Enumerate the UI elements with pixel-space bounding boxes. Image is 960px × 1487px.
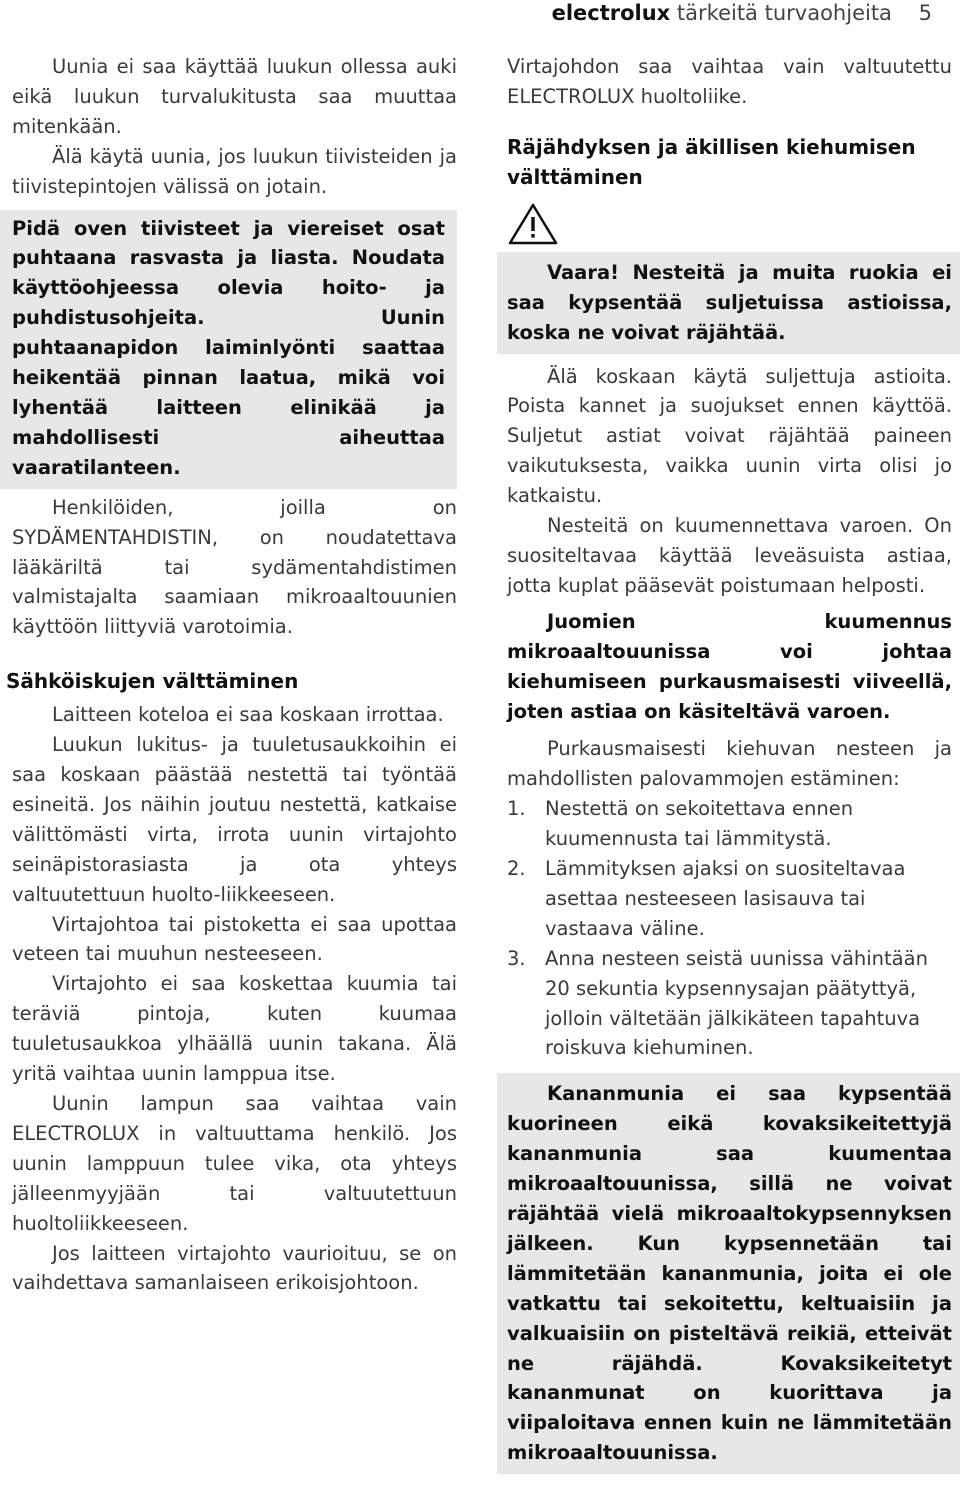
steps-list [507,794,952,1063]
danger-warning-text: Vaara! Nesteitä ja muita ruokia ei saa kypsentää suljetuissa astioissa, koska ne voivat räjähtää. [507,260,952,344]
paragraph: Jos laitteen virtajohto vaurioituu, se on vaihdettava samanlaiseen erikoisjohtoon. [12,1241,457,1295]
section-heading-explosion: Räjähdyksen ja äkillisen kiehumisen välttäminen [507,134,916,189]
warning-triangle-icon [507,202,559,246]
list-item-number: 1. [507,797,526,821]
paragraph: Älä koskaan käytä suljettuja astioita. Poista kannet ja suojukset ennen käyttöä. Suljetut astiat voivat räjähtää paineen vaikutuksesta, vaikka uunin virta olisi jo katkaistu. [507,364,952,508]
paragraph: Laitteen koteloa ei saa koskaan irrottaa. [52,703,444,727]
brand-name: electrolux [551,1,671,25]
paragraph: Henkilöiden, joilla on SYDÄMENTAHDISTIN, on noudatettava lääkäriltä tai sydämentahdistimen valmistajalta saamiaan mikroaaltouunien käyttöön liittyviä varotoimia. [12,495,457,639]
right-column [507,52,952,1474]
paragraph: Älä käytä uunia, jos luukun tiivisteiden ja tiivistepintojen välissä on jotain. [12,144,457,198]
header-subtitle: tärkeitä turvaohjeita [676,1,892,25]
list-item [507,854,952,944]
eggs-warning-text: Kananmunia ei saa kypsentää kuorineen eikä kovaksikeitettyjä kananmunia saa kuumentaa mikroaaltouunissa, sillä ne voivat räjähtää vielä mikroaaltokypsennyksen jälkeen. Kun kypsennetään tai lämmitetään kananmunia, joita ei ole vatkattu tai sekoitettu, keltuaisiin ja valkuaisiin on pisteltävä reikiä, etteivät ne räjähdä. Kovaksikeitetyt kananmunat on kuorittava ja viipaloitava ennen kuin ne lämmitetään mikroaaltouunissa. [507,1082,952,1465]
eggs-warning-box [497,1073,960,1474]
list-item-text: Anna nesteen seistä uunissa vähintään 20 sekuntia kypsennysajan päätyttyä, jolloin vältetään jälkikäteen tapahtuva roiskuva kiehuminen. [545,946,928,1060]
paragraph: Uunia ei saa käyttää luukun ollessa auki eikä luukun turvalukitusta saa muuttaa mitenkään. [12,55,457,138]
paragraph: Uunin lampun saa vaihtaa vain ELECTROLUX in valtuuttama henkilö. Jos uunin lamppuun tulee vika, ota yhteys jälleenmyyjään tai valtuutettuun huoltoliikkeeseen. [12,1092,457,1235]
maintenance-notice-box: Pidä oven tiivisteet ja viereiset osat puhtaana rasvasta ja liasta. Noudata käyttöohjeessa olevia hoito- ja puhdistusohjeita. Uunin puhtaanapidon laiminlyönti saattaa heikentää pinnan laatua, mikä voi lyhentää laitteen elinikää ja mahdollisesti aiheuttaa vaaratilanteen. [0,210,457,489]
paragraph: Nesteitä on kuumennettava varoen. On suositeltavaa käyttää leveäsuista astiaa, jotta kuplat pääsevät poistumaan helposti. [507,514,952,597]
paragraph: Purkausmaisesti kiehuvan nesteen ja mahdollisten palovammojen estäminen: [507,737,952,791]
page-number: 5 [918,1,932,25]
left-column [6,52,457,1298]
paragraph: Virtajohto ei saa koskettaa kuumia tai teräviä pintoja, kuten kuumaa tuuletusaukkoa ylhäällä uunin takana. Älä yritä vaihtaa uunin lamppua itse. [12,972,457,1086]
paragraph: Virtajohdon saa vaihtaa vain valtuutettu ELECTROLUX huoltoliike. [507,55,952,108]
page-header [552,0,932,28]
bold-paragraph: Juomien kuumennus mikroaaltouunissa voi johtaa kiehumiseen purkausmaisesti viiveellä, joten astiaa on käsiteltävä varoen. [507,609,952,723]
list-item-number: 3. [507,946,526,970]
list-item-number: 2. [507,857,526,881]
list-item-text: Lämmityksen ajaksi on suositeltavaa asettaa nesteeseen lasisauva tai vastaava väline. [545,857,906,940]
section-heading-electric-shock: Sähköiskujen välttäminen [6,669,299,694]
list-item [507,944,952,1064]
paragraph: Virtajohtoa tai pistoketta ei saa upottaa veteen tai muuhun nesteeseen. [12,912,457,966]
paragraph: Luukun lukitus- ja tuuletusaukkoihin ei saa koskaan päästää nestettä tai työntää esineitä. Jos näihin joutuu nestettä, katkaise välittömästi virta, irrota uunin virtajohto seinäpistorasiasta ja ota yhteys valtuutettuun huolto-liikkeeseen. [12,733,457,906]
list-item [507,794,952,854]
danger-warning-box [497,252,960,354]
list-item-text: Nestettä on sekoitettava ennen kuumennusta tai lämmitystä. [545,797,854,851]
